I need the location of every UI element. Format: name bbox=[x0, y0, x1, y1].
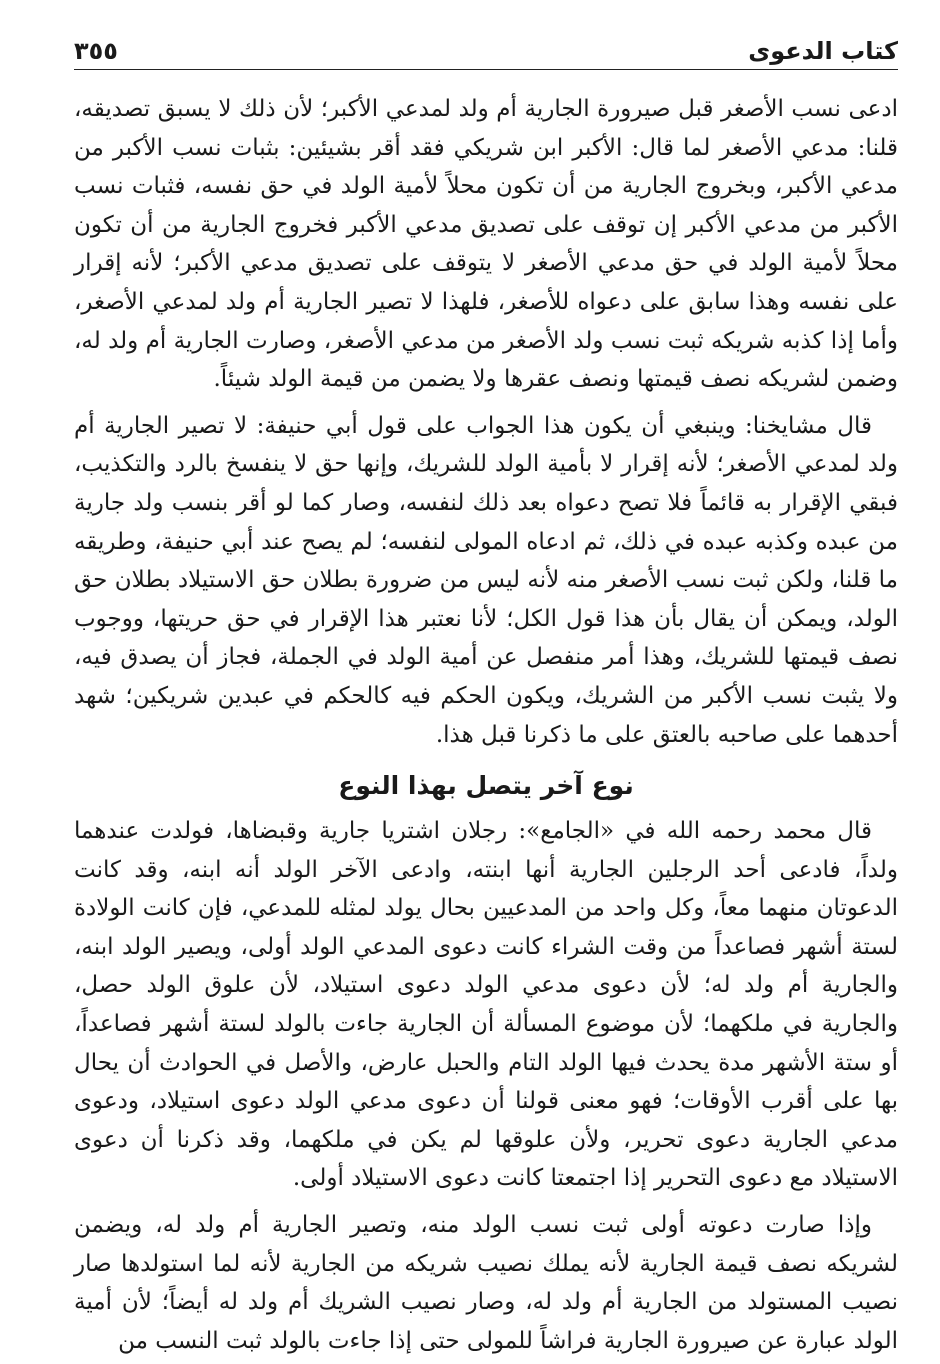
running-header bbox=[74, 30, 898, 70]
paragraph-1: ادعى نسب الأصغر قبل صيرورة الجارية أم ولد لمدعي الأكبر؛ لأن ذلك لا يسبق تصديقه، قلنا: مدعي الأصغر لما قال: الأكبر ابن شريكي فقد أقر بشيئين: بثبات نسب الأكبر من مدعي الأكبر، وبخروج الجارية من أن تكون محلاً لأمية الولد في حق نفسه، فثبات نسب الأكبر من مدعي الأكبر إن توقف على تصديق مدعي الأكبر فخروج الجارية من أن تكون محلاً لأمية الولد في حق مدعي الأصغر لا يتوقف على تصديق مدعي الأكبر؛ لأنه إقرار على نفسه وهذا سابق على دعواه للأصغر، فلهذا لا تصير الجارية أم ولد لمدعي الأصغر، وأما إذا كذبه شريكه ثبت نسب ولد الأصغر من مدعي الأصغر، وصارت الجارية أم ولد له، وضمن لشريكه نصف قيمتها ونصف عقرها ولا يضمن من قيمة الولد شيئاً. bbox=[74, 96, 899, 393]
paragraph-4: وإذا صارت دعوته أولى ثبت نسب الولد منه، وتصير الجارية أم ولد له، ويضمن لشريكه نصف قيمة الجارية لأنه يملك نصيب شريكه من الجارية لأنه لما استولدها صار نصيب المستولد من الجارية أم ولد له، وصار نصيب الشريك أم ولد له أيضاً؛ لأن أمية الولد عبارة عن صيرورة الجارية فراشاً للمولى حتى إذا جاءت بالولد ثبت النسب من bbox=[74, 1212, 898, 1354]
book-title: كتاب الدعوى bbox=[748, 37, 898, 65]
paragraph-3: قال محمد رحمه الله في «الجامع»: رجلان اشتريا جارية وقبضاها، فولدت عندهما ولداً، فادعى أحد الرجلين الجارية أنها ابنته، وادعى الآخر الولد أنه ابنه، وقد كانت الدعوتان منهما معاً، وكل واحد من المدعيين بحال يولد لمثله للمدعي، فإن كانت الولادة لستة أشهر فصاعداً من وقت الشراء كانت دعوى المدعي الولد أولى، ويصير الولد ابنه، والجارية أم ولد له؛ لأن دعوى مدعي الولد دعوى استيلاد، لأن علوق الولد حصل، والجارية في ملكهما؛ لأن موضوع المسألة أن الجارية جاءت بالولد لستة أشهر فصاعداً، أو ستة الأشهر مدة يحدث فيها الولد التام والحبل عارض، والأصل في الحوادث أن يحال بها على أقرب الأوقات؛ فهو معنى قولنا أن دعوى مدعي الولد دعوى استيلاد، ودعوى مدعي الجارية دعوى تحرير، ولأن علوقها لم يكن في ملكهما، وقد ذكرنا أن دعوى الاستيلاد مع دعوى التحرير إذا اجتمعتا كانت دعوى الاستيلاد أولى. bbox=[74, 818, 898, 1192]
paragraph-2: قال مشايخنا: وينبغي أن يكون هذا الجواب على قول أبي حنيفة: لا تصير الجارية أم ولد لمدعي الأصغر؛ لأنه إقرار لا بأمية الولد للشريك، وإنها حق لا ينفسخ بالرد والتكذيب، فبقي الإقرار به قائماً فلا تصح دعواه بعد ذلك لنفسه، وصار كما لو أقر بنسب ولد جارية من عبده وكذبه عبده في ذلك، ثم ادعاه المولى لنفسه؛ لم يصح عند أبي حنيفة، وطريقه ما قلنا، ولكن ثبت نسب الأصغر منه لأنه ليس من ضرورة بطلان حق الاستيلاد بطلان حق الولد، ويمكن أن يقال بأن هذا قول الكل؛ لأنا نعتبر هذا الإقرار في حق حريتها، ووجوب نصف قيمتها للشريك، وهذا أمر منفصل عن أمية الولد في الجملة، فجاز أن يصدق فيه، ولا يثبت نسب الأكبر من الشريك، ويكون الحكم فيه كالحكم في عبدين شريكين؛ شهد أحدهما على صاحبه بالعتق على ما ذكرنا قبل هذا. bbox=[74, 412, 899, 748]
section-heading: نوع آخر يتصل بهذا النوع bbox=[338, 771, 634, 801]
page-number: ٣٥٥ bbox=[74, 37, 118, 65]
body-text bbox=[74, 90, 898, 1360]
